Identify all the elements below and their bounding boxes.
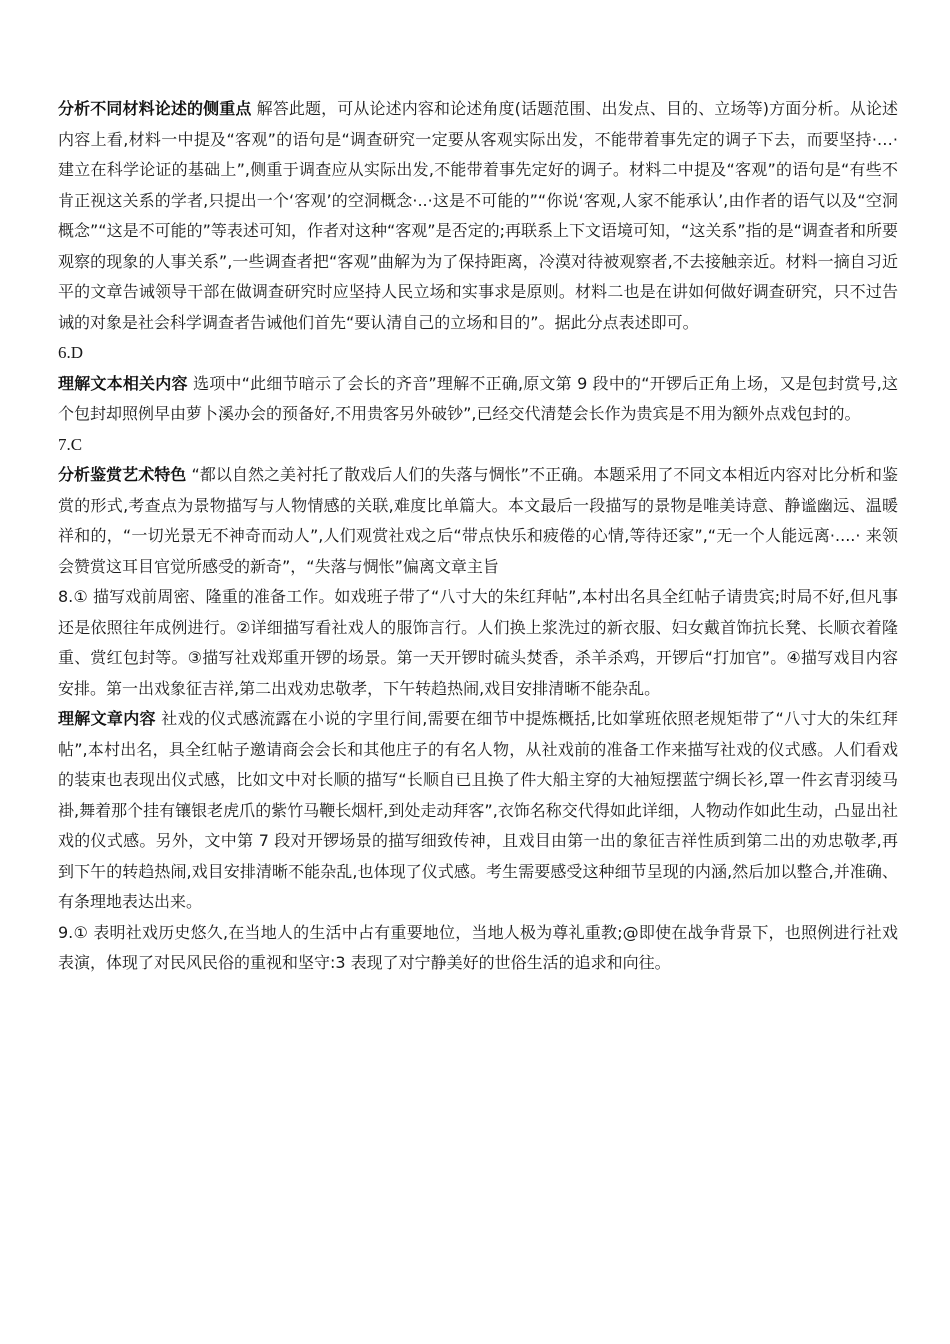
analysis-text: “都以自然之美衬托了散戏后人们的失落与惆怅”不正确。本题采用了不同文本相近内容对比分析和鉴赏的形式,考查点为景物描写与人物情感的关联,难度比单篇大。本文最后一段描写的景物是唯美诗意、静谧幽远、温暖祥和的，“一切光景无不神奇而动人”,人们观赏社戏之后“带点快乐和疲倦的心情,等待还家”,“无一个人能远离·....· 来领会赞赏这耳目官觉所感受的新奇”，“失落与惆怅”偏离文章主旨 [58,465,898,576]
analysis-text: 解答此题，可从论述内容和论述角度(话题范围、出发点、目的、立场等)方面分析。从论述内容上看,材料一中提及“客观”的语句是“调查研究一定要从客观实际出发，不能带着事先定的调子下去，而要坚持·…·建立在科学论证的基础上”,侧重于调查应从实际出发,不能带着事先定好的调子。材料二中提及“客观”的语句是“有些不肯正视这关系的学者,只提出一个‘客观’的空洞概念·..·这是不可能的”“你说‘客观,人家不能承认’,由作者的语气以及“空洞概念”“这是不可能的”等表述可知，作者对这种“客观”是否定的;再联系上下文语境可知，“这关系”指的是“调查者和所要观察的现象的人事关系”,一些调查者把“客观”曲解为为了保持距离，冷漠对待被观察者,不去接触亲近。材料一摘自习近平的文章告诫领导干部在做调查研究时应坚持人民立场和实事求是原则。材料二也是在讲如何做好调查研究，只不过告诫的对象是社会科学调查者告诫他们首先“要认清自己的立场和目的”。据此分点表述即可。 [58,99,898,332]
analysis-heading: 理解文本相关内容 [58,373,188,393]
answer-6: 6.D [58,343,84,362]
analysis-paragraph [58,704,898,918]
analysis-heading: 理解文章内容 [58,709,156,728]
analysis-paragraph [58,94,898,338]
analysis-text: 选项中“此细节暗示了会长的齐音”理解不正确,原文第 9 段中的“开锣后正角上场，又是包封赏号,这个包封却照例早由萝卜溪办会的预备好,不用贵客另外破钞”,已经交代清楚会长作为贵宾是不用为额外点戏包封的。 [58,373,898,423]
analysis-paragraph [58,460,898,582]
analysis-text: 社戏的仪式感流露在小说的字里行间,需要在细节中提炼概括,比如掌班依照老规矩带了“八寸大的朱红拜帖”,本村出名，具全红帖子邀请商会会长和其他庄子的有名人物，从社戏前的准备工作来描写社戏的仪式感。人们看戏的装束也表现出仪式感，比如文中对长顺的描写“长顺自已且换了件大船主穿的大袖短摆蓝宁绸长衫,罩一件玄青羽绫马褂,舞着那个挂有镶银老虎爪的紫竹马鞭长烟杆,到处走动拜客”,衣饰名称交代得如此详细，人物动作如此生动，凸显出社戏的仪式感。另外，文中第 7 段对开锣场景的描写细致传神，且戏目由第一出的象征吉祥性质到第二出的劝忠敬孝,再到下午的转趋热闹,戏目安排清晰不能杂乱,也体现了仪式感。考生需要感受这种细节呈现的内涵,然后加以整合,并准确、有条理地表达出来。 [58,709,898,911]
answer-text: 9.① 表明社戏历史悠久,在当地人的生活中占有重要地位，当地人极为尊礼重教;@即使在战争背景下，也照例进行社戏表演，体现了对民风民俗的重视和坚守:3 表现了对宁静美好的世俗生活的追求和向往。 [58,922,898,972]
answer-8 [58,582,898,704]
answer-7: 7.C [58,434,83,454]
answer-9 [58,918,898,979]
answer-text: 8.① 描写戏前周密、隆重的准备工作。如戏班子带了“八寸大的朱红拜帖”,本村出名具全红帖子请贵宾;时局不好,但凡事还是依照往年成例进行。②详细描写看社戏人的服饰言行。人们换上浆洗过的新衣服、妇女戴首饰抗长凳、长顺衣着隆重、赏红包封等。③描写社戏郑重开锣的场景。第一天开锣时硫头焚香，杀羊杀鸡，开锣后“打加官”。④描写戏目内容安排。第一出戏象征吉祥,第二出戏劝忠敬孝，下午转趋热闹,戏目安排清晰不能杂乱。 [58,587,898,698]
answer-analysis-body [58,94,898,979]
analysis-paragraph [58,369,898,430]
analysis-heading: 分析不同材料论述的侧重点 [58,99,252,118]
analysis-heading: 分析鉴赏艺术特色 [58,465,187,484]
